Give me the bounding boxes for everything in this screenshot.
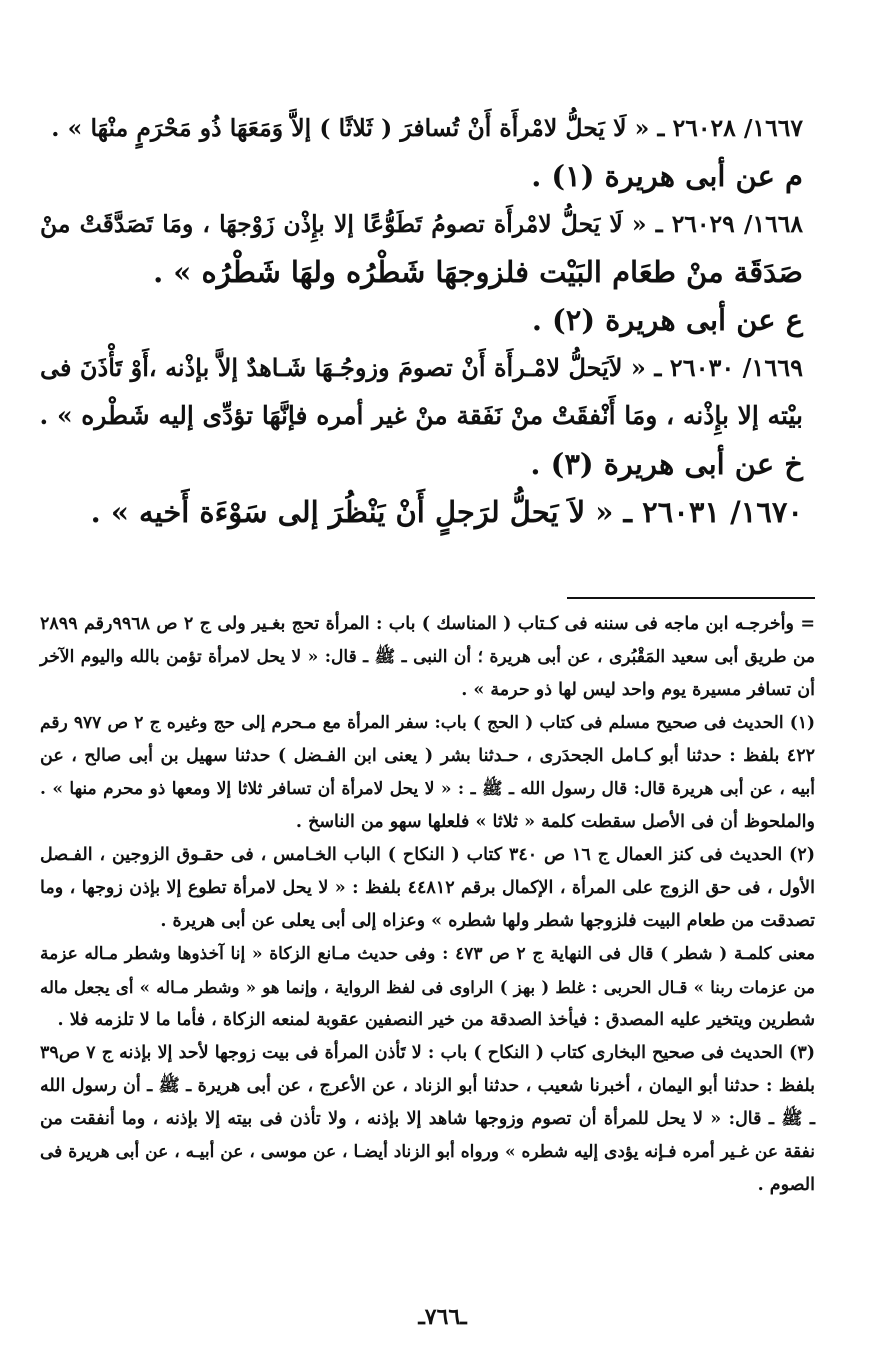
hadith-text	[40, 104, 803, 536]
footnote-line: = وأخرجـه ابن ماجه فى سننه فى كـتاب ( المناسك ) باب : المرأة تحج بغـير ولى ج ٢ ص ٩٩٦٨رقم ٢٨٩٩	[40, 614, 816, 634]
hadith-1668-line-2: صَدَقَة منْ طعَام البَيْت فلزوجهَا شَطْرُه ولهَا شَطْرُه » .	[153, 255, 803, 289]
footnote-2-line: (٢) الحديث فى كنز العمال ج ١٦ ص ٣٤٠ كتاب ( النكاح ) الباب الخـامس ، فى حقـوق الزوجين ، الفـصل	[40, 845, 816, 865]
footnote-3-line: ـ ﷺ ـ قال: « لا يحل للمرأة أن تصوم وزوجها شاهد إلا بإذنه ، ولا تأذن فى بيته إلا بإذنه ، وما أنفقت من	[40, 1109, 815, 1129]
hadith-1669-line-1: ١٦٦٩/ ٢٦٠٣٠ ـ « لاَيَحلُّ لامْـرأَة أَنْ تصومَ وزوجُـهَا شَـاهدٌ إلاَّ بإذْنه ،أَوْ تَأْذَنَ فى	[40, 353, 804, 382]
footnote-line: أن تسافر مسيرة يوم واحد ليس لها ذو حرمة » .	[461, 680, 815, 700]
footnote-3-line: الصوم .	[757, 1175, 815, 1195]
footnote-2-line: معنى كلمـة ( شطر ) قال فى النهاية ج ٢ ص ٤٧٣ : وفى حديث مـانع الزكاة « إنا آخذوها وشطر مـاله عزمة	[40, 944, 815, 964]
footnote-3-line: بلفظ : حدثنا أبو اليمان ، أخبرنا شعيب ، حدثنا أبو الزناد ، عن الأعرج ، عن أبى هريرة ـ ﷺ ـ أن رسول الله	[40, 1076, 815, 1096]
footnote-separator	[567, 597, 815, 599]
footnote-2-line: شطرين ويتخير عليه المصدق : فيأخذ الصدقة من خير النصفين عقوبة لمنعه الزكاة ، فأما ما لا تلزمه فلا .	[57, 1010, 815, 1030]
footnote-2-line: الأول ، فى حق الزوج على المرأة ، الإكمال برقم ٤٤٨١٢ بلفظ : « لا يحل لامرأة تطوع إلا بإذن زوجها ، وما	[40, 878, 815, 898]
footnote-line: من طريق أبى سعيد المَقْبُرى ، عن أبى هريرة ؛ أن النبى ـ ﷺ ـ قال: « لا يحل لامرأة تؤمن بالله واليوم الآخر	[40, 647, 815, 667]
footnote-1-line: والملحوظ أن فى الأصل سقطت كلمة « ثلاثا » فلعلها سهو من الناسخ .	[295, 812, 815, 832]
footnote-1-line: أبيه ، عن أبى هريرة قال: قال رسول الله ـ ﷺ ـ : « لا يحل لامرأة أن تسافر ثلاثا إلا ومعها ذو محرم منها » .	[40, 779, 815, 799]
hadith-1670: ١٦٧٠/ ٢٦٠٣١ ـ « لاَ يَحلُّ لرَجلٍ أَنْ يَنْظُرَ إلى سَوْءَة أَخيه » .	[90, 495, 803, 529]
footnote-1-line: (١) الحديث فى صحيح مسلم فى كتاب ( الحج ) باب: سفر المرأة مع مـحرم إلى حج وغيره ج ٢ ص ٩٧٧ رقم	[40, 713, 816, 733]
hadith-1668-source: ع عن أبى هريرة (٢) .	[531, 303, 803, 337]
footnote-1-line: ٤٢٢ بلفظ : حدثنا أبو كـامل الجحدَرى ، حـدثنا بشر ( يعنى ابن الفـضل ) حدثنا سهيل بن أبى صالح ، عن	[40, 746, 815, 766]
page-number: ـ٧٦٦ـ	[418, 1304, 467, 1330]
footnotes	[40, 608, 815, 1202]
hadith-1667: ١٦٦٧/ ٢٦٠٢٨ ـ « لَا يَحلُّ لامْرأَة أَنْ تُسافرَ ( ثَلاثًا ) إلاَّ وَمَعَهَا ذُو مَحْرَمٍ منْهَا » .	[51, 114, 803, 142]
hadith-1669-source: خ عن أبى هريرة (٣) .	[530, 447, 803, 481]
footnote-3-line: نفقة عن غـير أمره فـإنه يؤدى إليه شطره » ورواه أبو الزناد أيضـا ، عن موسى ، عن أبيـه ، عن أبى هريرة فى	[40, 1142, 815, 1162]
footnote-2-line: من عزمات ربنا » قـال الحربى : غلط ( بهز ) الراوى فى لفظ الرواية ، وإنما هو « وشطر مـاله » أى يجعل ماله	[40, 978, 815, 997]
footnote-2-line: تصدقت من طعام البيت فلزوجها شطر ولها شطره » وعزاه إلى أبى يعلى عن أبى هريرة .	[160, 911, 815, 931]
hadith-1667-source: م عن أبى هريرة (١) .	[531, 159, 803, 193]
hadith-1668-line-1: ١٦٦٨/ ٢٦٠٢٩ ـ « لَا يَحلُّ لامْرأَة تصومُ تَطَوُّعًا إلا بإِذْن زَوْجهَا ، ومَا تَصَدَّقَتْ منْ	[40, 210, 803, 238]
hadith-1669-line-2: بيْته إلا بإِذْنه ، ومَا أَنْفقَتْ منْ نَفَقة منْ غير أمره فإنَّهَا تؤدِّى إليه شَطْره » .	[39, 401, 803, 430]
footnote-3-line: (٣) الحديث فى صحيح البخارى كتاب ( النكاح ) باب : لا تَأذن المرأة فى بيت زوجها لأحد إلا بإذنه ج ٧ ص٣٩	[40, 1043, 815, 1063]
